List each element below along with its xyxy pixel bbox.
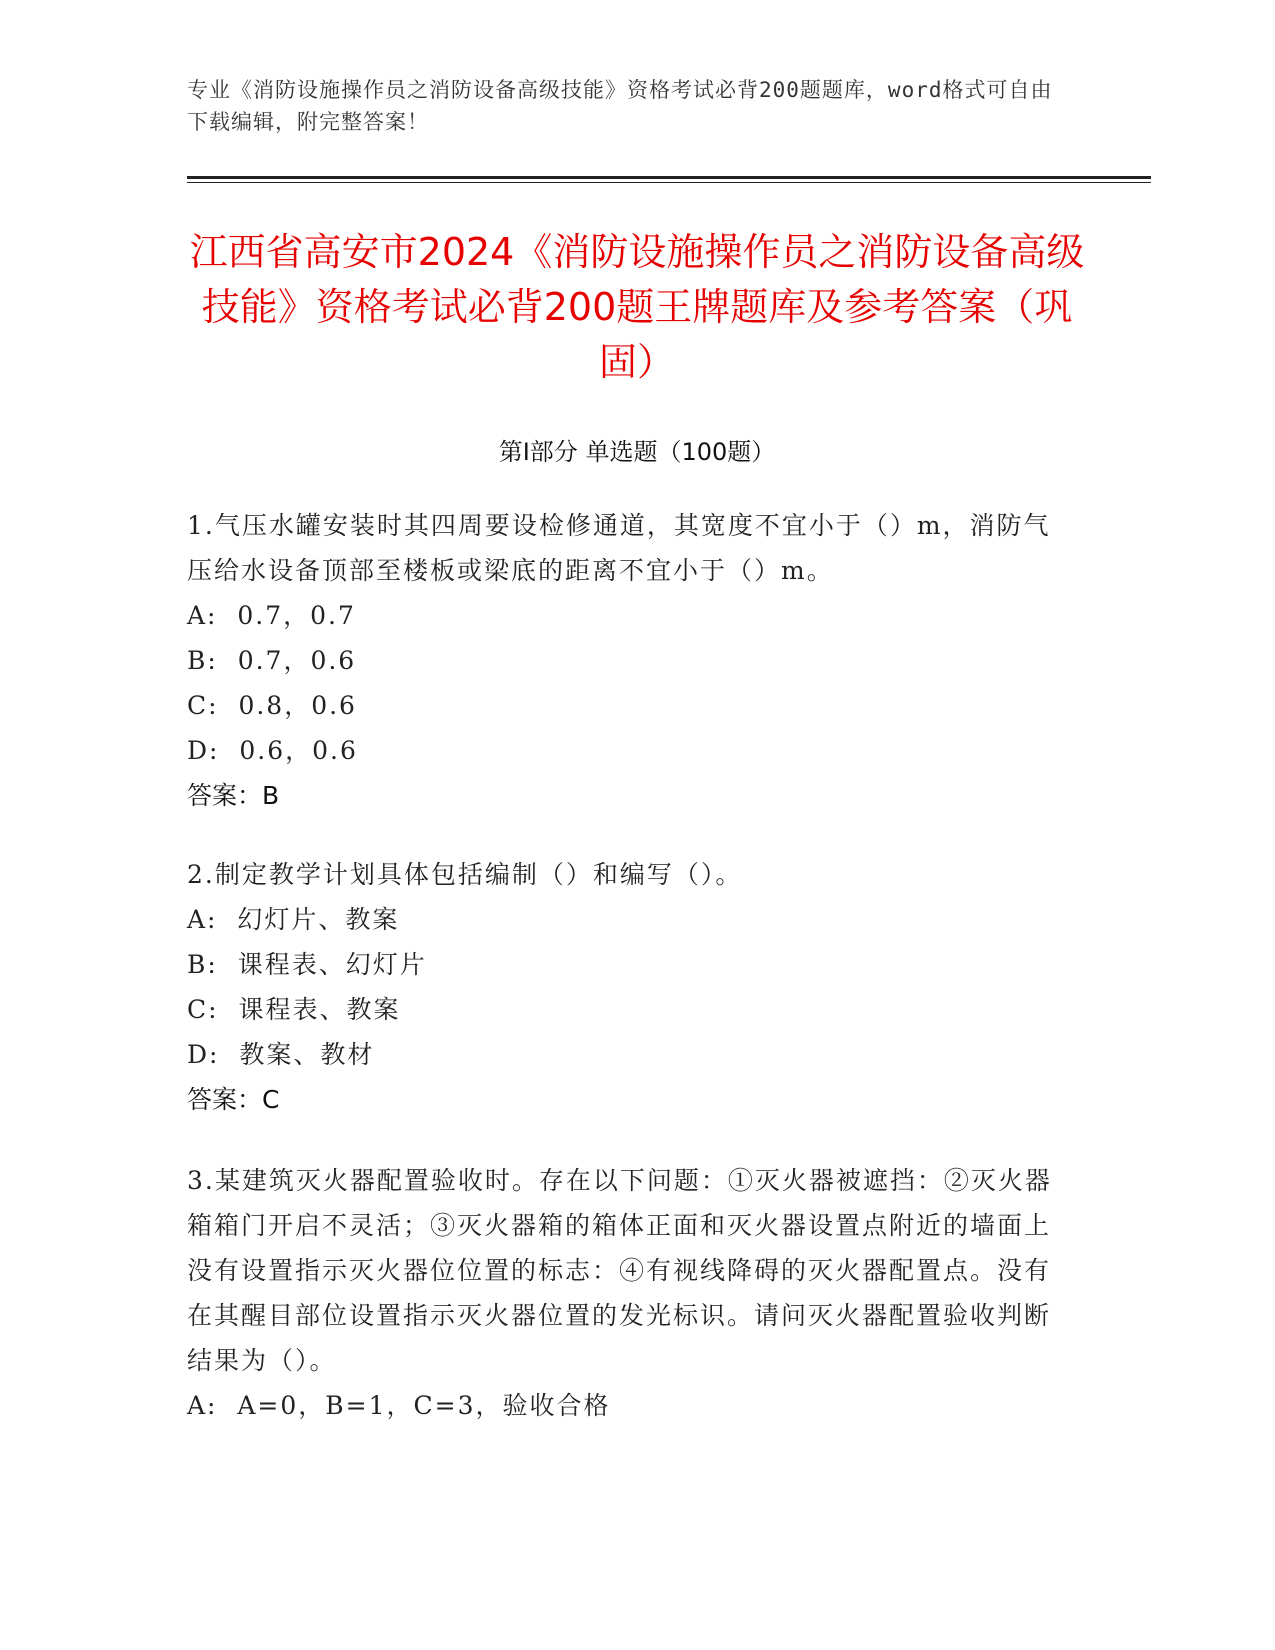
question-stem: 1.气压水罐安装时其四周要设检修通道，其宽度不宜小于（）m，消防气压给水设备顶部至楼板或梁底的距离不宜小于（）m。 [187,511,1051,585]
option-a: A: 幻灯片、教案 [187,905,400,934]
option-a: A: A=0，B=1，C=3，验收合格 [187,1391,611,1420]
question-3 [187,1158,1067,1428]
option-d: D: 0.6，0.6 [187,736,358,765]
answer: 答案：B [187,781,280,810]
option-c: C: 0.8，0.6 [187,691,357,720]
option-b: B: 课程表、幻灯片 [187,950,427,979]
option-d: D: 教案、教材 [187,1040,375,1069]
question-1 [187,503,1067,818]
header-divider-thick [187,176,1151,179]
header-divider-thin [187,182,1151,183]
question-2 [187,852,1067,1122]
answer: 答案：C [187,1085,280,1114]
question-stem: 3.某建筑灭火器配置验收时。存在以下问题：①灭火器被遮挡：②灭火器箱箱门开启不灵活；③灭火器箱的箱体正面和灭火器设置点附近的墙面上没有设置指示灭火器位位置的标志：④有视线降碍的灭火器配置点。没有在其醒目部位设置指示灭火器位置的发光标识。请问灭火器配置验收判断结果为（）。 [187,1166,1052,1375]
option-b: B: 0.7，0.6 [187,646,357,675]
question-stem: 2.制定教学计划具体包括编制（）和编写（）。 [187,860,743,889]
header-note: 专业《消防设施操作员之消防设备高级技能》资格考试必背200题题库，word格式可自由下载编辑，附完整答案！ [187,78,1053,134]
option-a: A: 0.7，0.7 [187,601,356,630]
document-title: 江西省高安市2024《消防设施操作员之消防设备高级技能》资格考试必背200题王牌题库及参考答案（巩固） [189,230,1085,384]
section-title: 第Ⅰ部分 单选题（100题） [498,438,776,466]
option-c: C: 课程表、教案 [187,995,401,1024]
